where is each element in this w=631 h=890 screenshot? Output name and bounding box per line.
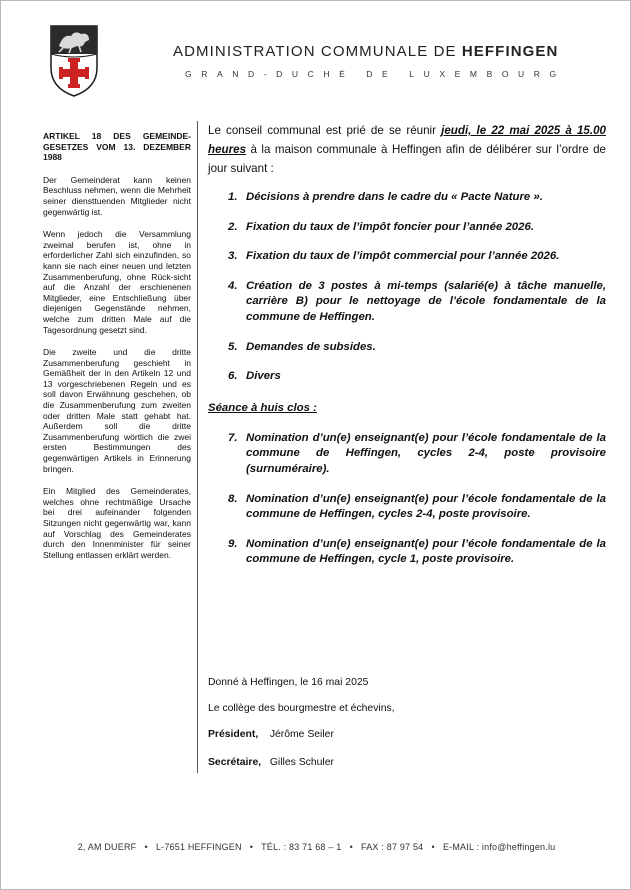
law-article-title: ARTIKEL 18 DES GEMEINDE-GESETZES VOM 13. DEZEMBER 1988 — [43, 131, 191, 163]
meeting-date: jeudi, le 22 mai 2025 à 15.00 heures — [208, 124, 606, 156]
agenda-item: 8. Nomination d’un(e) enseignant(e) pour l’école fondamentale de la commune de Heffingen, cycles 2-4, poste provisoire. — [228, 492, 606, 521]
country-subtitle: GRAND-DUCHÉ DE LUXEMBOURG — [185, 69, 566, 79]
contact-footer: 2, AM DUERF • L-7651 HEFFINGEN • TÉL. : 83 71 68 – 1 • FAX : 87 97 54 • E-MAIL : info@heffingen.lu — [77, 842, 556, 852]
agenda-item: 9. Nomination d’un(e) enseignant(e) pour l’école fondamentale de la commune de Heffingen, cycle 1, poste provisoire. — [228, 537, 606, 566]
footer-phone: TÉL. : 83 71 68 – 1 — [261, 842, 342, 852]
signature-block — [208, 673, 606, 773]
agenda-item: 3. Fixation du taux de l’impôt commercial pour l’année 2026. — [228, 250, 560, 263]
footer-fax: FAX : 87 97 54 — [361, 842, 424, 852]
convocation-intro: Le conseil communal est prié de se réunir jeudi, le 22 mai 2025 à 15.00 heures à la maison communale à Heffingen afin de délibérer sur l’ordre de jour suivant : — [208, 124, 606, 175]
agenda-item: 4. Création de 3 postes à mi-temps (salarié(e) à tâche manuelle, carrière B) pour le nettoyage de l’école fondamentale de la commune de Heffingen. — [228, 279, 606, 323]
law-paragraph: Ein Mitglied des Gemeinderates, welches ohne rechtmäßige Ursache bei drei aufeinander folgenden Sitzungen nicht gegenwärtig war, kann auf Vorschlag des Gemeinderates durch den Innenminister für seiner Stellung entlassen erklärt werden. — [43, 486, 191, 560]
footer-postal: L-7651 HEFFINGEN — [155, 842, 242, 852]
footer-email[interactable]: E-MAIL : info@heffingen.lu — [442, 842, 556, 852]
given-at-line: Donné à Heffingen, le 16 mai 2025 — [208, 677, 369, 688]
agenda-item: 1. Décisions à prendre dans le cadre du « Pacte Nature ». — [228, 191, 543, 203]
footer-address: 2, AM DUERF — [77, 842, 137, 852]
closed-session-title: Séance à huis clos : — [208, 401, 317, 414]
president-line: Président, Jérôme Seiler — [208, 729, 334, 740]
column-divider — [197, 121, 198, 773]
municipal-coat-of-arms-icon — [49, 24, 99, 98]
public-agenda-list — [208, 190, 606, 385]
agenda-item: 2. Fixation du taux de l’impôt foncier pour l’année 2026. — [228, 220, 534, 233]
closed-agenda-list — [208, 431, 606, 568]
convocation-column — [208, 121, 606, 582]
college-line: Le collège des bourgmestre et échevins, — [208, 703, 395, 714]
agenda-item: 5. Demandes de subsides. — [228, 340, 376, 353]
agenda-item: 7. Nomination d’un(e) enseignant(e) pour l’école fondamentale de la commune de Heffingen, cycles 2-4, poste provisoire (surnuméraire). — [228, 431, 606, 475]
law-paragraph: Die zweite und die dritte Zusammenberufung geschieht in Gemäßheit der in den Artikeln 12 und 13 vorgeschriebenen Regeln und es soll davon Erwähnung geschehen, ob die Zusammenberufung zum zweiten oder dritten Male statt gehabt hat. Außerdem soll die dritte Zusammenberufung wörtlich die zwei ersten Bestimmungen des gegenwärtigen Artikels in Erinnerung bringen. — [43, 347, 191, 474]
secretary-line: Secrétaire, Gilles Schuler — [208, 757, 334, 768]
agenda-item: 6. Divers — [228, 370, 281, 383]
organization-title: ADMINISTRATION COMMUNALE DE HEFFINGEN — [173, 43, 559, 60]
legal-article-column — [43, 131, 191, 572]
law-paragraph: Wenn jedoch die Versammlung zweimal berufen ist, ohne in erforderlicher Zahl sich einzufinden, so kann sie nach einer neuen und letzten Zusammenberufung, ohne Rück-sicht auf die Anzahl der erschienenen Mitglieder, eine Entschließung über diejenigen Gegenstände nehmen, welche zum dritten Male auf die Tagesordnung gesetzt sind. — [43, 229, 191, 335]
law-paragraph: Der Gemeinderat kann keinen Beschluss nehmen, wenn die Mehrheit seiner diensttuenden Mitglieder nicht gegenwärtig ist. — [43, 174, 191, 217]
